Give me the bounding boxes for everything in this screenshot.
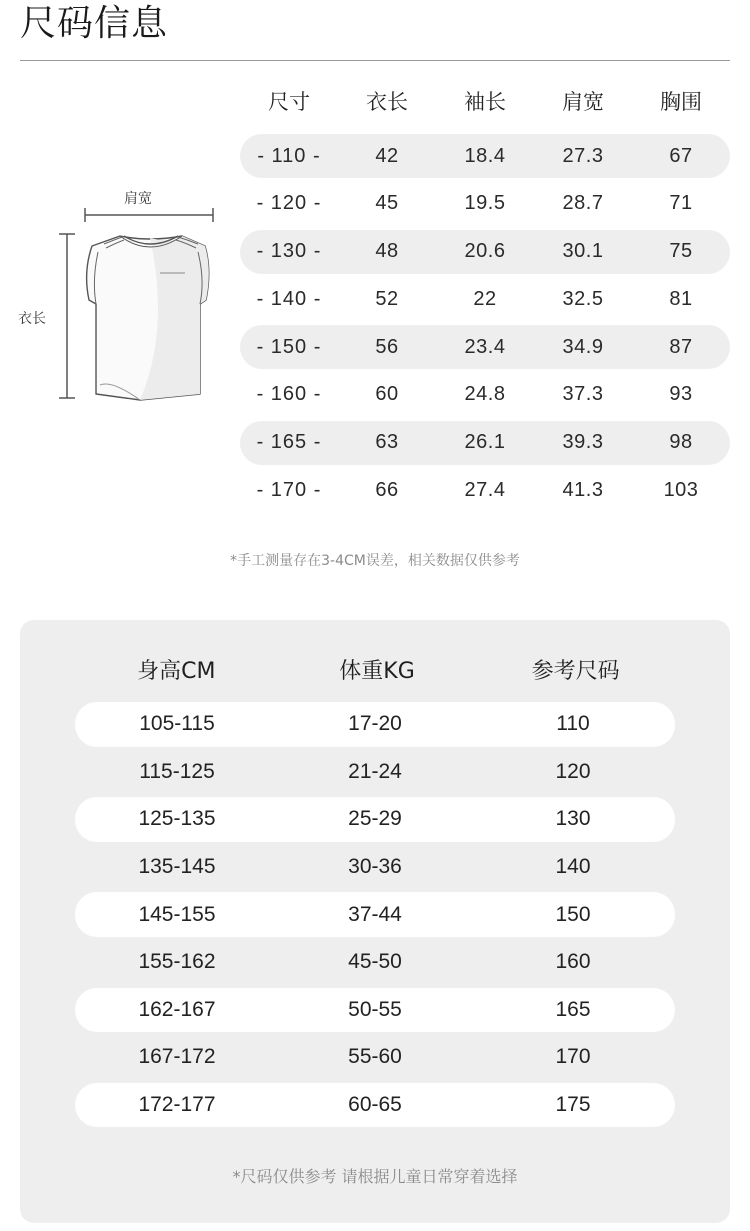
cell-ref-size: 130 — [555, 807, 591, 831]
cell-length: 52 — [375, 287, 399, 310]
table-row — [75, 1083, 675, 1128]
cell-ref-size: 165 — [555, 997, 591, 1021]
cell-size: - 170 - — [256, 479, 322, 502]
cell-weight: 60-65 — [348, 1093, 402, 1117]
header-height: 身高CM — [137, 659, 216, 684]
cell-chest: 81 — [669, 287, 693, 310]
shoulder-width-label: 肩宽 — [124, 191, 152, 207]
cell-ref-size: 175 — [555, 1093, 591, 1117]
cell-chest: 75 — [669, 240, 693, 263]
cell-shoulder: 32.5 — [562, 287, 604, 310]
table-row — [240, 469, 730, 513]
cell-weight: 25-29 — [348, 807, 402, 831]
cell-sleeve: 19.5 — [464, 192, 506, 215]
cell-height: 105-115 — [139, 712, 215, 736]
cell-size: - 160 - — [256, 383, 322, 406]
page-title: 尺码信息 — [20, 3, 169, 44]
cell-ref-size: 140 — [555, 855, 591, 879]
cell-length: 56 — [375, 335, 399, 358]
table-row — [240, 230, 730, 274]
cell-length: 45 — [375, 192, 399, 215]
cell-chest: 103 — [663, 479, 699, 502]
cell-ref-size: 160 — [555, 950, 591, 974]
tshirt-icon — [0, 180, 240, 440]
cell-length: 60 — [375, 383, 399, 406]
cell-size: - 165 - — [256, 431, 322, 454]
table-row — [240, 134, 730, 178]
table-row — [75, 1035, 675, 1080]
table-row — [240, 182, 730, 226]
cell-chest: 87 — [669, 335, 693, 358]
length-label: 衣长 — [18, 311, 46, 327]
cell-weight: 17-20 — [348, 712, 402, 736]
cell-height: 135-145 — [138, 855, 216, 879]
table-row — [75, 988, 675, 1033]
cell-weight: 45-50 — [348, 950, 402, 974]
table-row — [75, 797, 675, 842]
cell-chest: 67 — [669, 144, 693, 167]
cell-height: 167-172 — [138, 1045, 216, 1069]
cell-ref-size: 120 — [555, 759, 591, 783]
table-row — [75, 845, 675, 890]
cell-ref-size: 170 — [555, 1045, 591, 1069]
table-row — [75, 892, 675, 937]
cell-length: 48 — [375, 240, 399, 263]
header-size: 尺寸 — [268, 90, 310, 114]
cell-height: 172-177 — [138, 1093, 216, 1117]
cell-height: 145-155 — [138, 902, 216, 926]
cell-length: 63 — [375, 431, 399, 454]
table-row — [75, 750, 675, 795]
garment-diagram — [0, 180, 240, 440]
cell-sleeve: 23.4 — [464, 335, 506, 358]
measurement-note: *手工测量存在3-4CM误差，相关数据仅供参考 — [230, 553, 520, 569]
cell-weight: 50-55 — [348, 997, 402, 1021]
header-shoulder: 肩宽 — [562, 90, 604, 114]
table-row — [75, 940, 675, 985]
table-row — [240, 421, 730, 465]
header-length: 衣长 — [366, 90, 408, 114]
cell-ref-size: 150 — [555, 902, 591, 926]
table-row — [240, 373, 730, 417]
cell-size: - 130 - — [256, 240, 322, 263]
cell-weight: 30-36 — [348, 855, 402, 879]
cell-ref-size: 110 — [556, 712, 590, 736]
cell-shoulder: 37.3 — [562, 383, 604, 406]
cell-size: - 120 - — [256, 192, 322, 215]
cell-shoulder: 34.9 — [562, 335, 604, 358]
cell-shoulder: 41.3 — [562, 479, 604, 502]
title-divider — [20, 60, 730, 61]
header-ref-size: 参考尺码 — [531, 659, 620, 684]
cell-sleeve: 26.1 — [464, 431, 506, 454]
cell-shoulder: 27.3 — [562, 144, 604, 167]
cell-height: 125-135 — [138, 807, 216, 831]
cell-sleeve: 20.6 — [464, 240, 506, 263]
header-weight: 体重KG — [339, 659, 415, 684]
reference-table-header — [75, 652, 675, 692]
cell-height: 155-162 — [138, 950, 216, 974]
cell-weight: 37-44 — [348, 902, 402, 926]
table-row — [240, 325, 730, 369]
cell-length: 42 — [375, 144, 399, 167]
reference-note: *尺码仅供参考 请根据儿童日常穿着选择 — [232, 1167, 518, 1186]
cell-sleeve: 24.8 — [464, 383, 506, 406]
size-table — [240, 134, 730, 516]
cell-height: 162-167 — [138, 997, 216, 1021]
cell-length: 66 — [375, 479, 399, 502]
cell-chest: 98 — [669, 431, 693, 454]
cell-height: 115-125 — [139, 759, 215, 783]
cell-weight: 21-24 — [348, 759, 402, 783]
cell-shoulder: 28.7 — [562, 192, 604, 215]
cell-sleeve: 18.4 — [464, 144, 506, 167]
cell-shoulder: 30.1 — [562, 240, 604, 263]
size-table-header — [240, 86, 730, 122]
header-sleeve: 袖长 — [464, 90, 506, 114]
cell-size: - 140 - — [256, 287, 322, 310]
cell-size: - 110 - — [257, 144, 321, 167]
table-row — [75, 702, 675, 747]
cell-sleeve: 22 — [473, 287, 497, 310]
reference-table — [75, 702, 675, 1130]
header-chest: 胸围 — [660, 90, 702, 114]
table-row — [240, 277, 730, 321]
cell-shoulder: 39.3 — [562, 431, 604, 454]
cell-weight: 55-60 — [348, 1045, 402, 1069]
cell-size: - 150 - — [256, 335, 322, 358]
cell-chest: 93 — [669, 383, 693, 406]
cell-sleeve: 27.4 — [464, 479, 506, 502]
cell-chest: 71 — [669, 192, 693, 215]
